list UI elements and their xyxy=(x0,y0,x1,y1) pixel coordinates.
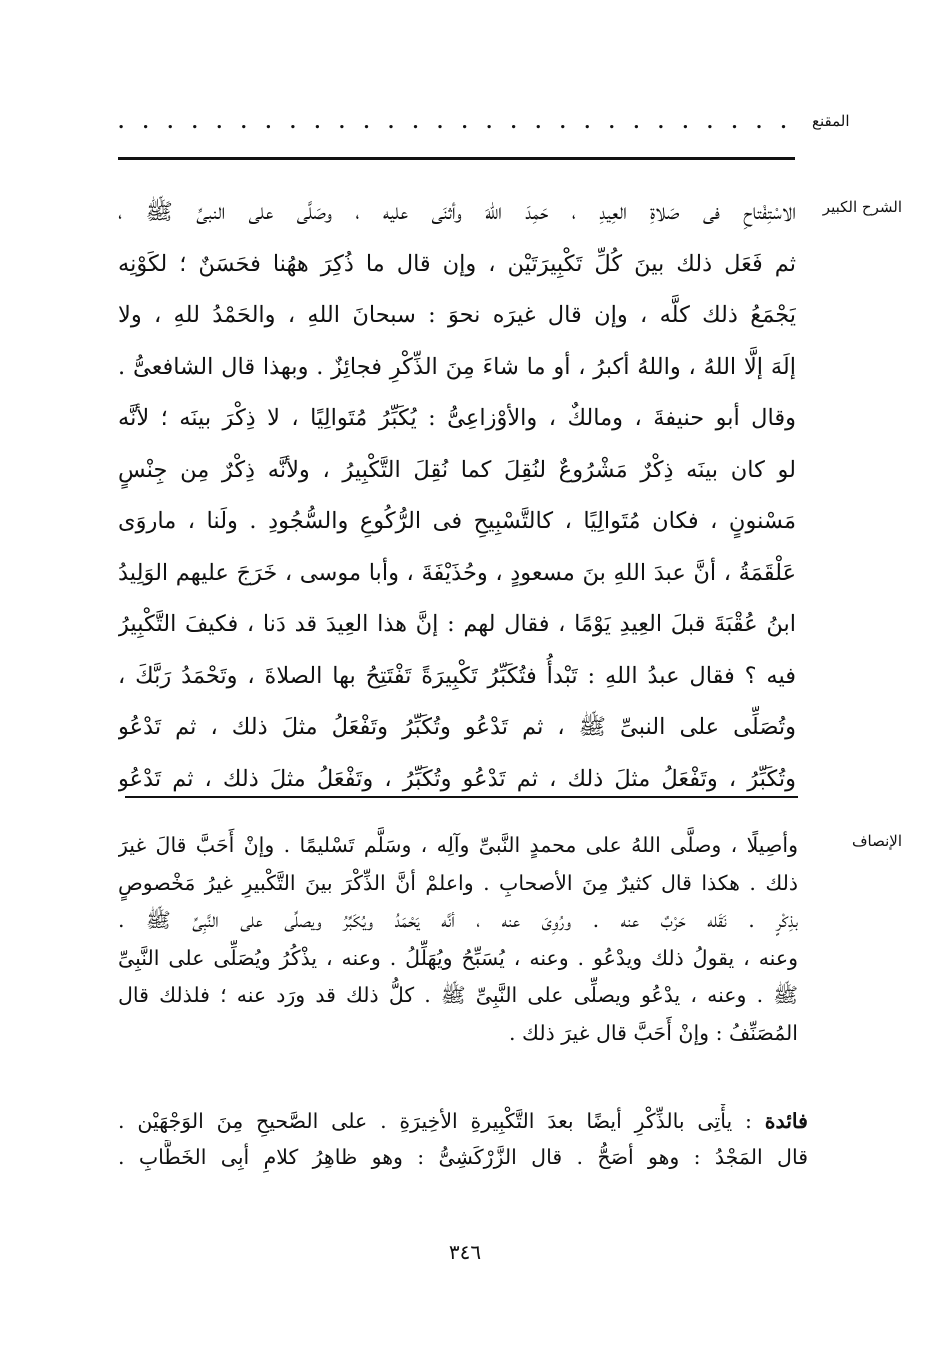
running-head-dots: . . . . . . . . . . . . . . . . . . . . . . . . . . . . xyxy=(118,112,793,133)
text-line: عَلْقَمَةُ ، أنَّ عبدَ اللهِ بنَ مسعودٍ ، وحُذَيْفَةَ ، وأبا موسى ، خَرَجَ عليهم الوَلِيدُ xyxy=(118,559,796,586)
text-line: وقال أبو حنيفةَ ، ومالكٌ ، والأوْزاعِىُّ : يُكَبِّرُ مُتَوالِيًا ، لا ذِكْرَ بينَه ؛ لأنَّه xyxy=(118,405,796,431)
text-line: لو كان بينَه ذِكْرٌ مَشْرُوعٌ لنُقِلَ كما نُقِلَ التَّكْبِيرُ ، ولأنَّه ذِكْرٌ مِن جِنْسٍ xyxy=(118,456,796,483)
text-line: مَسْنونٍ ، فكان مُتَوالِيًا ، كالتَّسْبِيحِ فى الرُّكُوعِ والسُّجُودِ . ولَنا ، ماروَى xyxy=(118,508,796,534)
fawaid-line: قال المَجْدُ : وهو أصَحُّ . قال الزَّرْكَشِىُّ : وهو ظاهِرُ كلامِ أبِى الخَطَّابِ . xyxy=(118,1145,808,1169)
page-number: ٣٤٦ xyxy=(448,1240,482,1264)
text-line: وأصِيلًا ، وصلَّى اللهُ على محمدٍ النَّبىِّ وآلِه ، وسَلَّم تَسْليمًا . وإنْ أَحَبَّ قالَ غيرَ xyxy=(118,833,798,857)
text-line: وتُكَبِّرُ ، وتَفْعَلُ مثلَ ذلك ، ثم تَدْعُو وتُكَبِّرُ ، وتَفْعَلُ مثلَ ذلك ، ثم تَدْعُو xyxy=(118,765,796,792)
fawaid-label: فائدة xyxy=(764,1109,808,1133)
text-line: فيه ؟ فقال عبدُ اللهِ : تَبْدأُ فتُكَبِّرُ تَكْبِيرَةً تَفْتَتِحُ بها الصلاةَ ، وتَحْمَدُ رَبَّكَ ، xyxy=(118,662,796,689)
insaf-section-label: الإنصاف xyxy=(851,832,902,850)
text-line: الاسْتِفْتاحِ فى صَلاةِ العِيدِ ، حَمِدَ اللهَ وأثنَى عليه ، وصَلَّى على النبىِّ ﷺ ، xyxy=(118,199,796,225)
text-line: وتُصَلِّى على النبىِّ ﷺ ، ثم تَدْعُو وتُكَبِّرُ وتَفْعَلُ مثلَ ذلك ، ثم تَدْعُو xyxy=(118,714,796,740)
text-line: يَجْمَعُ ذلك كلَّه ، وإن قال غيرَه نحوَ : سبحانَ اللهِ ، والحَمْدُ للهِ ، ولا xyxy=(118,302,796,328)
main-section-label: الشرح الكبير xyxy=(822,198,902,216)
header-rule xyxy=(118,157,795,160)
text-line: ابنُ عُقْبَةَ قبلَ العِيدِ يَوْمًا ، فقال لهم : إنَّ هذا العِيدَ قد دَنا ، فكيفَ التَّكْبِيرُ xyxy=(118,611,796,637)
text-line: المُصَنِّفُ : وإنْ أَحَبَّ قال غيرَ ذلك . xyxy=(509,1020,798,1045)
text-line: ﷺ . وعنه ، يدْعُو ويصلِّى على النَّبِىِّ ﷺ . كلُّ ذلك قد ورَد عنه ؛ فلذلك قال xyxy=(118,983,798,1007)
section-rule xyxy=(125,796,798,798)
fawaid-line xyxy=(118,1104,808,1140)
insaf-text xyxy=(118,827,798,1052)
running-head-label: المقنع xyxy=(812,112,850,130)
text-line: بذِكْرٍ . نَقَله حَرْبٌ عنه . ورُوِىَ عنه ، أنَّه يَحْمَدُ ويُكَبِّرُ ويصلِّى على النَّبِىِّ ﷺ . xyxy=(118,908,798,932)
main-text xyxy=(118,188,796,806)
text-line: ذلك . هكذا قال كثيرٌ مِنَ الأصحابِ . واعلمْ أنَّ الذِّكْرَ بينَ التَّكْبيرِ غيرُ مَخْصوصٍ xyxy=(118,870,798,895)
fawaid-note xyxy=(118,1104,808,1176)
text-line: إلَهَ إلَّا اللهُ ، واللهُ أكبرُ ، أو ما شاءَ مِنَ الذِّكْرِ فجائِزٌ . وبهذا قال الشافعىُّ . xyxy=(118,353,796,380)
text-line: وعنه ، يقولُ ذلك ويدْعُو . وعنه ، يُسَبِّحُ ويُهَلِّلُ . وعنه ، يذْكُرُ ويُصَلِّى على النَّبِىِّ xyxy=(118,945,798,970)
text-line: ثم فَعَل ذلك بينَ كُلِّ تَكْبِيرَتَيْن ، وإن قال ما ذُكِرَ ههُنا فحَسَنٌ ؛ لكَوْنِه xyxy=(118,250,796,277)
fawaid-text: : يأْتِى بالذِّكْرِ أيضًا بعدَ التَّكْبِيرةِ الأخِيرَةِ . على الصَّحيحِ مِنَ الوَجْهَيْن . xyxy=(118,1109,752,1133)
